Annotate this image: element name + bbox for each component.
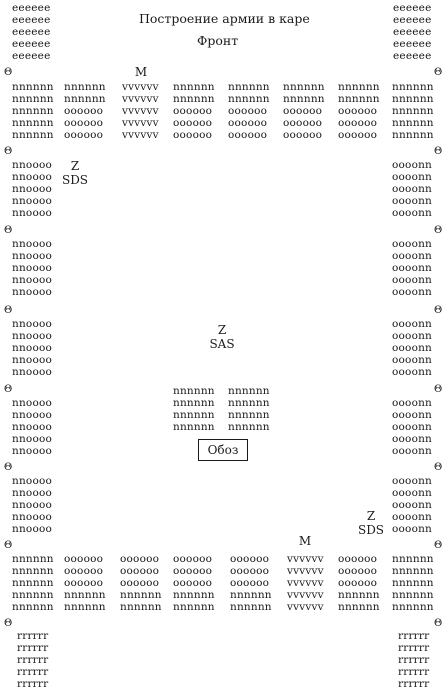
label-line: SDS <box>357 523 385 537</box>
unit-row: nnnnnn <box>12 93 54 105</box>
unit-row: nnnnnn <box>120 589 162 601</box>
unit-row: oooooo <box>338 553 378 565</box>
unit-row: rrrrrr <box>398 666 430 678</box>
unit-row: oooooo <box>64 117 104 129</box>
unit-row: nnoooo <box>12 250 53 262</box>
theta-marker: Θ <box>434 384 443 395</box>
formation-block <box>122 81 159 141</box>
formation-block <box>64 81 106 141</box>
unit-row: nnnnnn <box>230 589 272 601</box>
unit-row: nnoooo <box>12 366 53 378</box>
label-line: Z <box>217 323 227 337</box>
unit-row: nnoooo <box>12 195 53 207</box>
unit-row: nnnnnn <box>12 601 54 613</box>
unit-row: nnoooo <box>12 318 53 330</box>
unit-row: rrrrrr <box>398 630 430 642</box>
unit-row: oooooo <box>228 129 268 141</box>
unit-row: nnnnnn <box>283 81 325 93</box>
front-label: Фронт <box>197 33 239 48</box>
unit-row: nnnnnn <box>12 589 54 601</box>
unit-row: eeeeee <box>393 38 432 50</box>
unit-row: nnoooo <box>12 445 53 457</box>
formation-block <box>64 553 106 613</box>
unit-row: ooоonn <box>392 475 433 487</box>
unit-row: vvvvvv <box>122 117 159 129</box>
unit-row: ooоonn <box>392 159 433 171</box>
unit-row: nnnnnn <box>12 565 54 577</box>
formation-block <box>392 238 432 298</box>
unit-row: ooоonn <box>392 354 433 366</box>
unit-row: nnoooo <box>12 433 53 445</box>
unit-row: nnoooo <box>12 354 53 366</box>
unit-row: ooоonn <box>392 262 433 274</box>
unit-row: nnnnnn <box>228 409 270 421</box>
unit-row: oooooo <box>338 577 378 589</box>
unit-row: rrrrrr <box>398 678 430 690</box>
unit-row: ooоonn <box>392 238 433 250</box>
unit-row: eeeeee <box>12 50 51 62</box>
unit-row: eeeeee <box>393 2 432 14</box>
theta-marker: Θ <box>4 67 13 78</box>
formation-block <box>338 553 380 613</box>
unit-row: oooooo <box>228 117 268 129</box>
theta-marker: Θ <box>434 540 443 551</box>
unit-row: ooоonn <box>392 171 433 183</box>
unit-row: vvvvvv <box>287 589 324 601</box>
unit-row: oooooo <box>230 565 270 577</box>
label-line: M <box>298 534 312 548</box>
formation-block <box>12 553 54 613</box>
unit-row: nnoooo <box>12 523 53 535</box>
unit-row: nnoooo <box>12 342 53 354</box>
unit-row: oooooo <box>338 565 378 577</box>
unit-row: vvvvvv <box>122 81 159 93</box>
unit-row: vvvvvv <box>122 93 159 105</box>
unit-row: nnnnnn <box>392 577 434 589</box>
theta-marker: Θ <box>4 462 13 473</box>
unit-row: ooоonn <box>392 366 433 378</box>
unit-row: nnnnnn <box>12 117 54 129</box>
unit-row: nnnnnn <box>12 105 54 117</box>
unit-row: nnnnnn <box>64 601 106 613</box>
unit-row: nnnnnn <box>338 589 380 601</box>
unit-row: ooоonn <box>392 342 433 354</box>
theta-marker: Θ <box>434 305 443 316</box>
formation-block <box>17 630 48 690</box>
formation-block <box>392 553 434 613</box>
theta-marker: Θ <box>434 618 443 629</box>
unit-row: vvvvvv <box>287 601 324 613</box>
unit-row: nnnnnn <box>392 553 434 565</box>
formation-block <box>12 2 50 62</box>
unit-row: rrrrrr <box>17 678 49 690</box>
unit-row: nnnnnn <box>12 81 54 93</box>
unit-row: nnnnnn <box>392 81 434 93</box>
unit-row: rrrrrr <box>17 654 49 666</box>
unit-row: nnnnnn <box>173 397 215 409</box>
unit-row: vvvvvv <box>122 105 159 117</box>
unit-row: nnoooo <box>12 183 53 195</box>
theta-marker: Θ <box>434 146 443 157</box>
unit-row: nnoooo <box>12 171 53 183</box>
unit-row: nnoooo <box>12 499 53 511</box>
unit-row: nnnnnn <box>228 397 270 409</box>
unit-row: nnoooo <box>12 397 53 409</box>
unit-row: oooooo <box>173 117 213 129</box>
unit-row: nnoooo <box>12 238 53 250</box>
unit-row: nnnnnn <box>228 421 270 433</box>
formation-block <box>173 81 215 141</box>
reserve-block <box>173 385 215 433</box>
unit-row: ooоonn <box>392 207 433 219</box>
theta-marker: Θ <box>4 384 13 395</box>
unit-row: nnnnnn <box>283 93 325 105</box>
unit-row: vvvvvv <box>122 129 159 141</box>
unit-row: oooooo <box>230 553 270 565</box>
unit-row: nnnnnn <box>120 601 162 613</box>
unit-row: rrrrrr <box>17 630 49 642</box>
theta-marker: Θ <box>4 305 13 316</box>
formation-block <box>173 553 215 613</box>
formation-block <box>230 553 272 613</box>
unit-row: nnnnnn <box>228 385 270 397</box>
formation-block <box>392 159 432 219</box>
formation-block <box>398 630 429 690</box>
unit-row: oooooo <box>64 577 104 589</box>
formation-block <box>12 238 52 298</box>
label-z-sds-right <box>358 509 384 537</box>
unit-row: ooоonn <box>392 499 433 511</box>
unit-row: ooоonn <box>392 195 433 207</box>
unit-row: vvvvvv <box>287 553 324 565</box>
label-line: M <box>134 65 148 79</box>
unit-row: nnnnnn <box>338 81 380 93</box>
unit-row: nnnnnn <box>173 409 215 421</box>
label-m-rear <box>299 534 311 548</box>
unit-row: oooooo <box>283 105 323 117</box>
unit-row: oooooo <box>228 105 268 117</box>
unit-row: nnoooo <box>12 330 53 342</box>
unit-row: nnnnnn <box>64 81 106 93</box>
unit-row: oooooo <box>173 105 213 117</box>
unit-row: nnnnnn <box>173 81 215 93</box>
theta-marker: Θ <box>4 618 13 629</box>
unit-row: eeeeee <box>12 26 51 38</box>
unit-row: nnnnnn <box>392 589 434 601</box>
unit-row: nnnnnn <box>228 81 270 93</box>
unit-row: ooоonn <box>392 445 433 457</box>
unit-row: ooоonn <box>392 250 433 262</box>
unit-row: nnnnnn <box>228 93 270 105</box>
unit-row: ooоonn <box>392 318 433 330</box>
unit-row: nnoooo <box>12 421 53 433</box>
formation-block <box>287 553 324 613</box>
formation-block <box>392 397 432 457</box>
formation-block <box>12 475 52 535</box>
unit-row: nnnnnn <box>338 601 380 613</box>
unit-row: nnnnnn <box>173 93 215 105</box>
theta-marker: Θ <box>4 540 13 551</box>
unit-row: ooоonn <box>392 433 433 445</box>
unit-row: nnnnnn <box>392 105 434 117</box>
reserve-block <box>228 385 270 433</box>
unit-row: nnnnnn <box>12 577 54 589</box>
unit-row: nnoooo <box>12 475 53 487</box>
unit-row: oooooo <box>283 117 323 129</box>
formation-block <box>392 475 432 535</box>
unit-row: oooooo <box>173 577 213 589</box>
unit-row: oooooo <box>64 565 104 577</box>
label-line: Z <box>366 509 376 523</box>
label-z-sds-left <box>62 159 88 187</box>
unit-row: nnoooo <box>12 511 53 523</box>
unit-row: ooоonn <box>392 330 433 342</box>
unit-row: nnnnnn <box>173 601 215 613</box>
formation-block <box>120 553 162 613</box>
unit-row: nnoooo <box>12 207 53 219</box>
unit-row: nnnnnn <box>230 601 272 613</box>
unit-row: nnoooo <box>12 409 53 421</box>
unit-row: vvvvvv <box>287 565 324 577</box>
unit-row: nnnnnn <box>392 601 434 613</box>
label-m-front <box>135 65 147 79</box>
unit-row: oooooo <box>230 577 270 589</box>
diagram-title: Построение армии в каре <box>139 11 310 26</box>
formation-block <box>12 318 52 378</box>
theta-marker: Θ <box>434 67 443 78</box>
unit-row: oooooo <box>173 553 213 565</box>
unit-row: rrrrrr <box>17 666 49 678</box>
unit-row: eeeeee <box>393 14 432 26</box>
unit-row: oooooo <box>338 105 378 117</box>
unit-row: ooоonn <box>392 274 433 286</box>
theta-marker: Θ <box>434 225 443 236</box>
unit-row: nnnnnn <box>12 553 54 565</box>
unit-row: nnnnnn <box>392 129 434 141</box>
unit-row: oooooo <box>120 565 160 577</box>
unit-row: nnnnnn <box>392 565 434 577</box>
unit-row: nnnnnn <box>64 589 106 601</box>
unit-row: eeeeee <box>12 14 51 26</box>
unit-row: rrrrrr <box>17 642 49 654</box>
theta-marker: Θ <box>4 146 13 157</box>
unit-row: eeeeee <box>12 2 51 14</box>
unit-row: oooooo <box>338 129 378 141</box>
label-line: Z <box>70 159 80 173</box>
unit-row: nnoooo <box>12 274 53 286</box>
label-line: SDS <box>61 173 89 187</box>
unit-row: eeeeee <box>393 26 432 38</box>
unit-row: oooooo <box>120 553 160 565</box>
unit-row: ooоonn <box>392 421 433 433</box>
unit-row: nnnnnn <box>338 93 380 105</box>
unit-row: nnoooo <box>12 262 53 274</box>
unit-row: oooooo <box>283 129 323 141</box>
formation-block <box>228 81 270 141</box>
unit-row: oooooo <box>64 105 104 117</box>
unit-row: rrrrrr <box>398 642 430 654</box>
unit-row: eeeeee <box>393 50 432 62</box>
unit-row: oooooo <box>338 117 378 129</box>
unit-row: nnoooo <box>12 487 53 499</box>
unit-row: ooоonn <box>392 487 433 499</box>
unit-row: ooоonn <box>392 511 433 523</box>
unit-row: nnnnnn <box>12 129 54 141</box>
formation-block <box>338 81 380 141</box>
unit-row: ooоonn <box>392 397 433 409</box>
formation-block <box>12 397 52 457</box>
unit-row: eeeeee <box>12 38 51 50</box>
baggage-train-box: Обоз <box>198 439 248 461</box>
formation-block <box>392 318 432 378</box>
unit-row: nnoooo <box>12 159 53 171</box>
unit-row: rrrrrr <box>398 654 430 666</box>
theta-marker: Θ <box>4 225 13 236</box>
label-z-sas-center <box>209 323 234 351</box>
unit-row: nnoooo <box>12 286 53 298</box>
unit-row: oooooo <box>64 553 104 565</box>
unit-row: nnnnnn <box>64 93 106 105</box>
unit-row: oooooo <box>64 129 104 141</box>
unit-row: nnnnnn <box>392 117 434 129</box>
unit-row: oooooo <box>120 577 160 589</box>
formation-block <box>12 81 54 141</box>
unit-row: ooоonn <box>392 183 433 195</box>
unit-row: nnnnnn <box>173 385 215 397</box>
unit-row: vvvvvv <box>287 577 324 589</box>
formation-block <box>392 81 434 141</box>
unit-row: oooooo <box>173 129 213 141</box>
theta-marker: Θ <box>434 462 443 473</box>
unit-row: ooоonn <box>392 523 433 535</box>
unit-row: ooоonn <box>392 409 433 421</box>
formation-block <box>283 81 325 141</box>
formation-block <box>12 159 52 219</box>
formation-block <box>393 2 431 62</box>
unit-row: oooooo <box>173 565 213 577</box>
unit-row: nnnnnn <box>392 93 434 105</box>
unit-row: ooоonn <box>392 286 433 298</box>
unit-row: nnnnnn <box>173 421 215 433</box>
unit-row: nnnnnn <box>173 589 215 601</box>
label-line: SAS <box>209 337 235 351</box>
